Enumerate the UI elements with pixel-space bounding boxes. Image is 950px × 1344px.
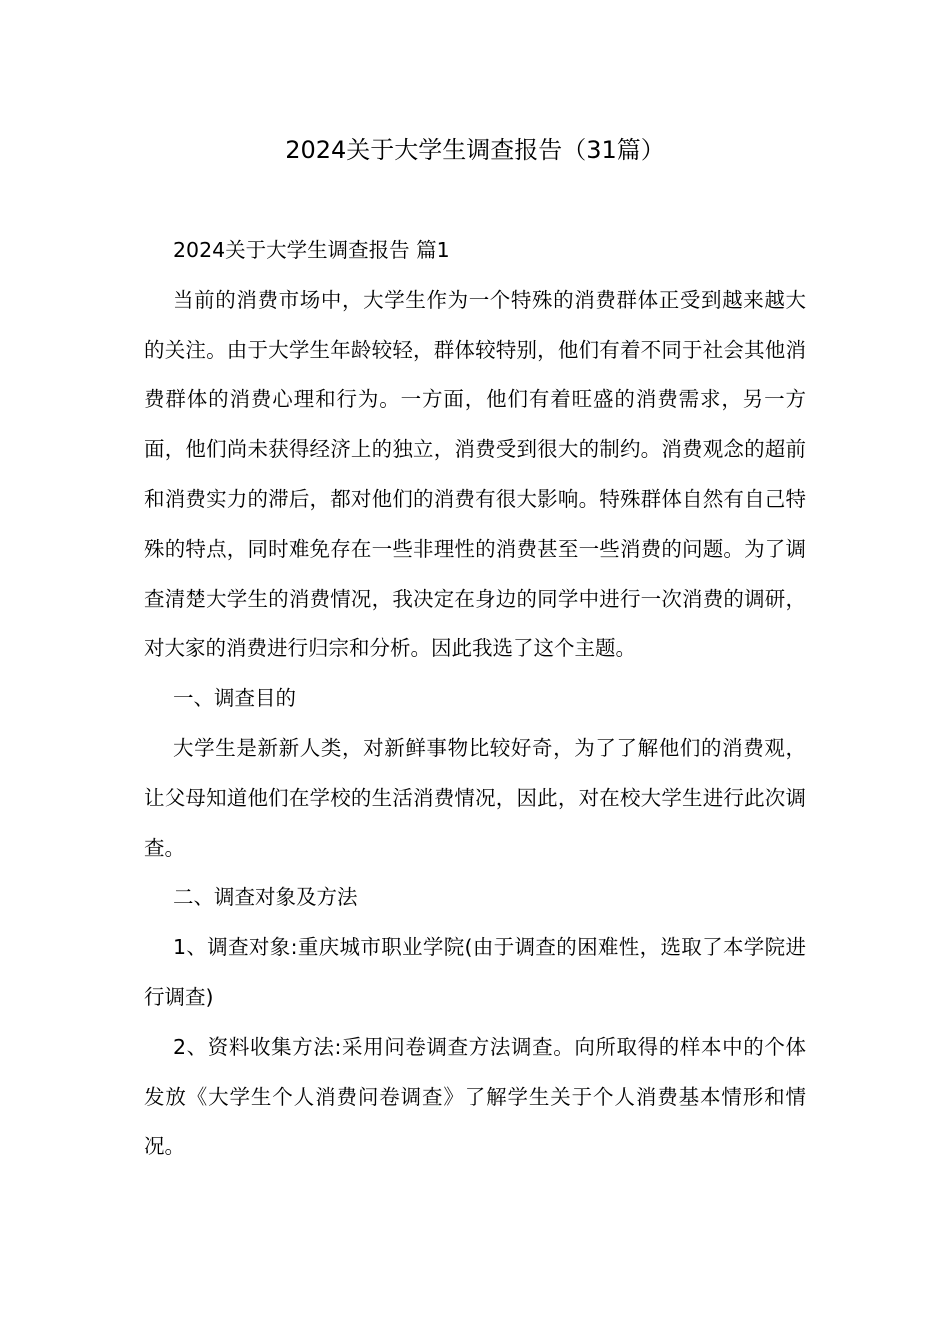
section-heading-subject-method: 二、调查对象及方法 <box>173 885 358 910</box>
intro-paragraph: 当前的消费市场中，大学生作为一个特殊的消费群体正受到越来越大的关注。由于大学生年龄较轻，群体较特别，他们有着不同于社会其他消费群体的消费心理和行为。一方面，他们有着旺盛的消费需求，另一方面，他们尚未获得经济上的独立，消费受到很大的制约。消费观念的超前和消费实力的滞后，都对他们的消费有很大影响。特殊群体自然有自己特殊的特点，同时难免存在一些非理性的消费甚至一些消费的问题。为了调查清楚大学生的消费情况，我决定在身边的同学中进行一次消费的调研，对大家的消费进行归宗和分析。因此我选了这个主题。 <box>144 287 806 661</box>
document-body <box>144 226 806 1172</box>
purpose-paragraph: 大学生是新新人类，对新鲜事物比较好奇，为了了解他们的消费观，让父母知道他们在学校的生活消费情况，因此，对在校大学生进行此次调查。 <box>144 735 806 860</box>
method-paragraph: 2、资料收集方法:采用问卷调查方法调查。向所取得的样本中的个体发放《大学生个人消费问卷调查》了解学生关于个人消费基本情形和情况。 <box>144 1034 806 1159</box>
section-heading-part-1: 2024关于大学生调查报告 篇1 <box>173 238 450 262</box>
subject-paragraph: 1、调查对象:重庆城市职业学院(由于调查的困难性，选取了本学院进行调查) <box>144 935 806 1009</box>
document-title: 2024关于大学生调查报告（31篇） <box>285 136 665 164</box>
section-heading-purpose: 一、调查目的 <box>173 686 296 711</box>
